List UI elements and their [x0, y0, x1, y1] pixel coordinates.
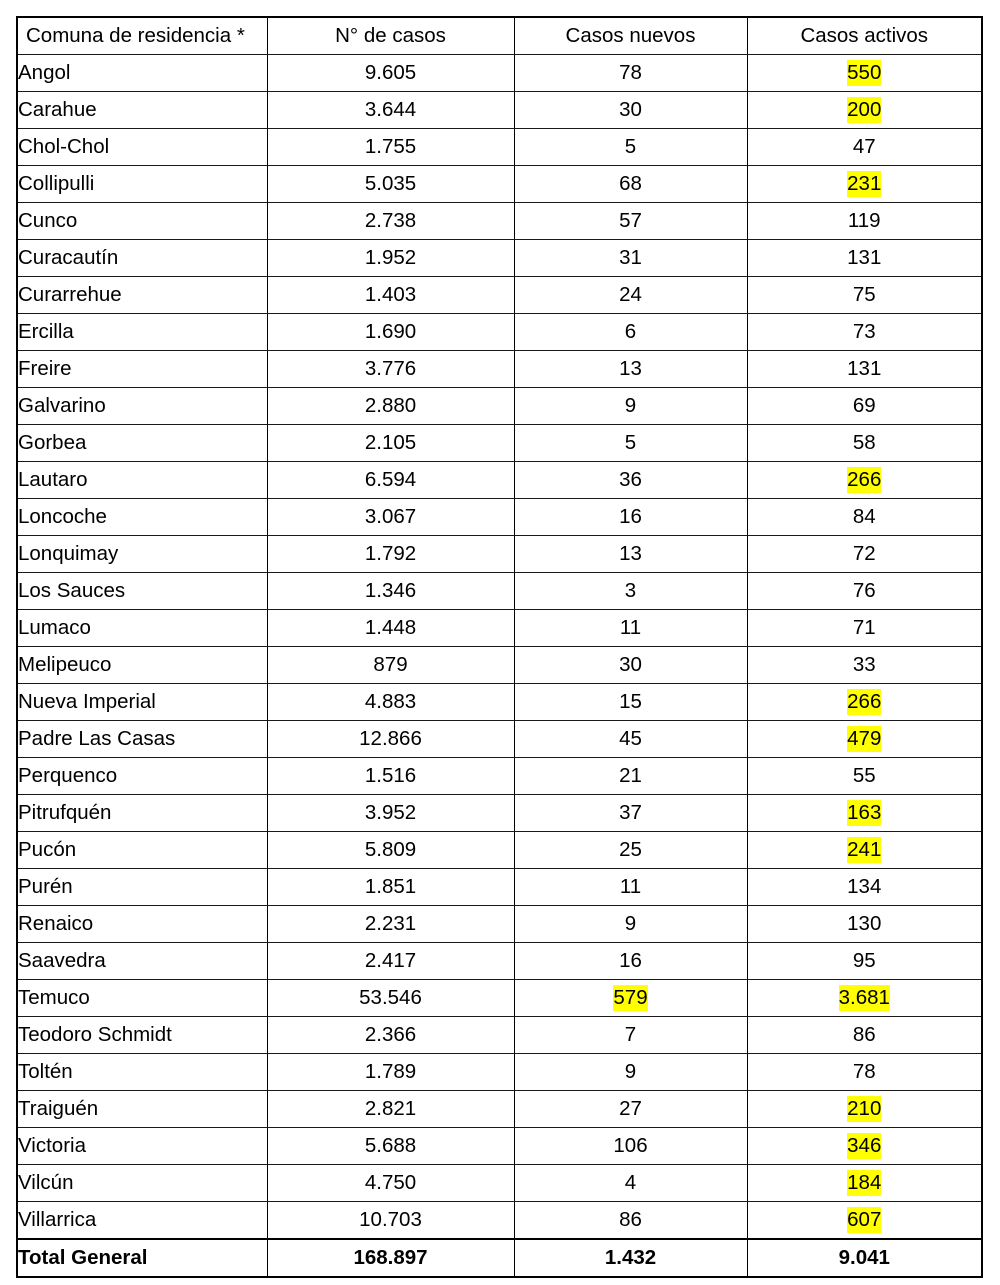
cell-total-cases — [267, 203, 514, 240]
table-row — [17, 536, 982, 573]
cell-comuna: Lonquimay — [17, 536, 267, 573]
cell-active-cases — [747, 795, 982, 832]
value: 53.546 — [359, 985, 422, 1009]
cell-comuna: Villarrica — [17, 1202, 267, 1240]
cell-total-cases — [267, 536, 514, 573]
value: 73 — [852, 319, 876, 343]
cell-active-cases — [747, 1054, 982, 1091]
table-row — [17, 240, 982, 277]
cell-active-cases — [747, 758, 982, 795]
cell-total-cases — [267, 721, 514, 758]
highlighted-value: 241 — [847, 837, 882, 861]
cell-comuna: Curarrehue — [17, 277, 267, 314]
value: 25 — [619, 837, 642, 861]
value: 6.594 — [364, 467, 417, 491]
value: 86 — [852, 1022, 876, 1046]
value: 78 — [852, 1059, 876, 1083]
cell-comuna: Los Sauces — [17, 573, 267, 610]
table-row — [17, 166, 982, 203]
cell-active-cases — [747, 906, 982, 943]
cell-new-cases — [514, 943, 747, 980]
cell-new-cases — [514, 647, 747, 684]
value: 5 — [624, 430, 637, 454]
value: 131 — [847, 245, 882, 269]
table-row — [17, 314, 982, 351]
cell-new-cases — [514, 980, 747, 1017]
table-row — [17, 92, 982, 129]
value: 2.105 — [364, 430, 417, 454]
cell-active-cases — [747, 129, 982, 166]
value: 1.789 — [364, 1059, 417, 1083]
cell-comuna: Vilcún — [17, 1165, 267, 1202]
value: 2.821 — [364, 1096, 417, 1120]
cell-total-cases — [267, 462, 514, 499]
cell-total-cases — [267, 684, 514, 721]
table-row — [17, 943, 982, 980]
highlighted-value: 266 — [847, 689, 882, 713]
cell-comuna: Teodoro Schmidt — [17, 1017, 267, 1054]
value: 71 — [852, 615, 876, 639]
value: 1.346 — [364, 578, 417, 602]
cell-total-cases — [267, 277, 514, 314]
cell-new-cases — [514, 55, 747, 92]
cell-comuna: Loncoche — [17, 499, 267, 536]
cell-comuna: Lumaco — [17, 610, 267, 647]
value: 78 — [619, 60, 642, 84]
cell-new-cases — [514, 425, 747, 462]
cell-total-cases — [267, 1091, 514, 1128]
table-row — [17, 610, 982, 647]
value: 4.883 — [364, 689, 417, 713]
value: 86 — [619, 1207, 642, 1231]
cell-new-cases — [514, 1128, 747, 1165]
table-row — [17, 684, 982, 721]
cell-total-cases — [267, 832, 514, 869]
cell-comuna: Freire — [17, 351, 267, 388]
cell-comuna: Collipulli — [17, 166, 267, 203]
highlighted-value: 3.681 — [838, 985, 890, 1009]
cell-new-cases — [514, 277, 747, 314]
cell-new-cases — [514, 499, 747, 536]
cell-active-cases — [747, 832, 982, 869]
value: 72 — [852, 541, 876, 565]
value: 134 — [847, 874, 882, 898]
value: 13 — [619, 356, 642, 380]
cell-active-cases — [747, 1165, 982, 1202]
value: 2.366 — [364, 1022, 417, 1046]
cell-comuna: Traiguén — [17, 1091, 267, 1128]
cell-total-cases — [267, 240, 514, 277]
value: 4.750 — [364, 1170, 417, 1194]
table-row — [17, 203, 982, 240]
cell-total-cases-sum: 168.897 — [267, 1239, 514, 1277]
value: 3.644 — [364, 97, 417, 121]
table-row — [17, 795, 982, 832]
table-row — [17, 573, 982, 610]
cell-total-cases — [267, 166, 514, 203]
cell-total-cases — [267, 425, 514, 462]
cell-total-cases — [267, 1017, 514, 1054]
cell-total-cases — [267, 388, 514, 425]
cell-total-cases — [267, 1054, 514, 1091]
cell-active-cases-sum: 9.041 — [747, 1239, 982, 1277]
cell-active-cases — [747, 684, 982, 721]
value: 9 — [624, 911, 637, 935]
cell-active-cases — [747, 277, 982, 314]
value: 130 — [847, 911, 882, 935]
value: 5.809 — [364, 837, 417, 861]
value: 5.688 — [364, 1133, 417, 1157]
cell-comuna: Melipeuco — [17, 647, 267, 684]
value: 5 — [624, 134, 637, 158]
cell-active-cases — [747, 536, 982, 573]
column-header-new-cases: Casos nuevos — [514, 17, 747, 55]
table-row — [17, 425, 982, 462]
cell-active-cases — [747, 573, 982, 610]
column-header-active-cases: Casos activos — [747, 17, 982, 55]
table-row — [17, 1017, 982, 1054]
table-row — [17, 721, 982, 758]
cell-comuna: Curacautín — [17, 240, 267, 277]
cell-total-cases — [267, 499, 514, 536]
table-row — [17, 129, 982, 166]
value: 9.605 — [364, 60, 417, 84]
table-row — [17, 499, 982, 536]
value: 2.417 — [364, 948, 417, 972]
table-row — [17, 869, 982, 906]
cell-new-cases — [514, 906, 747, 943]
cell-new-cases — [514, 129, 747, 166]
value: 7 — [624, 1022, 637, 1046]
cell-active-cases — [747, 869, 982, 906]
value: 84 — [852, 504, 876, 528]
value: 13 — [619, 541, 642, 565]
value: 1.851 — [364, 874, 417, 898]
comuna-cases-table — [16, 16, 983, 1278]
table-row — [17, 647, 982, 684]
cell-new-cases — [514, 166, 747, 203]
value: 11 — [619, 615, 642, 639]
cell-active-cases — [747, 610, 982, 647]
cell-comuna: Nueva Imperial — [17, 684, 267, 721]
cell-active-cases — [747, 1091, 982, 1128]
cell-total-cases — [267, 869, 514, 906]
cell-new-cases — [514, 721, 747, 758]
value: 3 — [624, 578, 637, 602]
cell-new-cases — [514, 869, 747, 906]
cell-new-cases — [514, 388, 747, 425]
cell-new-cases — [514, 758, 747, 795]
table-row — [17, 1091, 982, 1128]
value: 879 — [373, 652, 408, 676]
table-row — [17, 1054, 982, 1091]
highlighted-value: 579 — [613, 985, 648, 1009]
cell-new-cases — [514, 795, 747, 832]
table-row — [17, 55, 982, 92]
value: 1.792 — [364, 541, 417, 565]
table-row — [17, 980, 982, 1017]
cell-comuna: Gorbea — [17, 425, 267, 462]
header-row — [17, 17, 982, 55]
cell-total-cases — [267, 1165, 514, 1202]
cell-active-cases — [747, 351, 982, 388]
cell-active-cases — [747, 314, 982, 351]
table-row — [17, 388, 982, 425]
cell-total-cases — [267, 55, 514, 92]
cell-total-cases — [267, 129, 514, 166]
cell-total-cases — [267, 351, 514, 388]
value: 37 — [619, 800, 642, 824]
value: 12.866 — [359, 726, 422, 750]
column-header-comuna: Comuna de residencia * — [17, 17, 267, 55]
cell-total-cases — [267, 92, 514, 129]
cell-comuna: Ercilla — [17, 314, 267, 351]
value: 47 — [852, 134, 876, 158]
value: 1.952 — [364, 245, 417, 269]
value: 30 — [619, 652, 642, 676]
cell-active-cases — [747, 203, 982, 240]
value: 57 — [619, 208, 642, 232]
cell-active-cases — [747, 943, 982, 980]
table-body — [17, 55, 982, 1278]
value: 2.738 — [364, 208, 417, 232]
value: 95 — [852, 948, 876, 972]
cell-comuna: Toltén — [17, 1054, 267, 1091]
highlighted-value: 266 — [847, 467, 882, 491]
value: 9 — [624, 1059, 637, 1083]
value: 3.067 — [364, 504, 417, 528]
value: 36 — [619, 467, 642, 491]
value: 2.880 — [364, 393, 417, 417]
cell-comuna: Pitrufquén — [17, 795, 267, 832]
value: 21 — [619, 763, 642, 787]
table-header — [17, 17, 982, 55]
cell-active-cases — [747, 1128, 982, 1165]
cell-active-cases — [747, 55, 982, 92]
cell-total-cases — [267, 314, 514, 351]
column-header-total-cases: N° de casos — [267, 17, 514, 55]
value: 55 — [852, 763, 876, 787]
cell-new-cases — [514, 1091, 747, 1128]
value: 6 — [624, 319, 637, 343]
value: 27 — [619, 1096, 642, 1120]
cell-active-cases — [747, 388, 982, 425]
value: 9 — [624, 393, 637, 417]
cell-new-cases — [514, 351, 747, 388]
cell-comuna: Angol — [17, 55, 267, 92]
cell-new-cases-sum: 1.432 — [514, 1239, 747, 1277]
cell-active-cases — [747, 462, 982, 499]
value: 15 — [619, 689, 642, 713]
value: 4 — [624, 1170, 637, 1194]
cell-new-cases — [514, 573, 747, 610]
value: 2.231 — [364, 911, 417, 935]
value: 30 — [619, 97, 642, 121]
cell-comuna: Padre Las Casas — [17, 721, 267, 758]
cell-active-cases — [747, 721, 982, 758]
table-row — [17, 1165, 982, 1202]
cell-comuna: Purén — [17, 869, 267, 906]
value: 76 — [852, 578, 876, 602]
cell-total-cases — [267, 980, 514, 1017]
value: 131 — [847, 356, 882, 380]
value: 16 — [619, 948, 642, 972]
cell-comuna: Saavedra — [17, 943, 267, 980]
cell-comuna: Lautaro — [17, 462, 267, 499]
value: 3.776 — [364, 356, 417, 380]
cell-active-cases — [747, 166, 982, 203]
cell-new-cases — [514, 462, 747, 499]
cell-active-cases — [747, 1202, 982, 1240]
cell-new-cases — [514, 92, 747, 129]
cell-new-cases — [514, 536, 747, 573]
highlighted-value: 184 — [847, 1170, 882, 1194]
value: 5.035 — [364, 171, 417, 195]
value: 69 — [852, 393, 876, 417]
highlighted-value: 200 — [847, 97, 882, 121]
value: 1.403 — [364, 282, 417, 306]
cell-active-cases — [747, 92, 982, 129]
value: 58 — [852, 430, 876, 454]
value: 33 — [852, 652, 876, 676]
cell-new-cases — [514, 1202, 747, 1240]
table-row — [17, 462, 982, 499]
value: 1.755 — [364, 134, 417, 158]
cell-active-cases — [747, 499, 982, 536]
table-row — [17, 832, 982, 869]
cell-active-cases — [747, 240, 982, 277]
value: 16 — [619, 504, 642, 528]
table-row — [17, 906, 982, 943]
cell-comuna: Galvarino — [17, 388, 267, 425]
cell-comuna: Cunco — [17, 203, 267, 240]
value: 31 — [619, 245, 642, 269]
cell-new-cases — [514, 684, 747, 721]
cell-new-cases — [514, 1054, 747, 1091]
highlighted-value: 346 — [847, 1133, 882, 1157]
highlighted-value: 231 — [847, 171, 882, 195]
cell-comuna: Pucón — [17, 832, 267, 869]
cell-new-cases — [514, 1017, 747, 1054]
table-row — [17, 1202, 982, 1240]
value: 45 — [619, 726, 642, 750]
value: 10.703 — [359, 1207, 422, 1231]
cell-comuna: Temuco — [17, 980, 267, 1017]
cell-total-cases — [267, 943, 514, 980]
cell-comuna: Chol-Chol — [17, 129, 267, 166]
highlighted-value: 163 — [847, 800, 882, 824]
cell-comuna: Renaico — [17, 906, 267, 943]
highlighted-value: 479 — [847, 726, 882, 750]
cell-total-cases — [267, 573, 514, 610]
cell-new-cases — [514, 314, 747, 351]
value: 24 — [619, 282, 642, 306]
value: 11 — [619, 874, 642, 898]
cases-table-container — [16, 16, 981, 1278]
table-row — [17, 277, 982, 314]
highlighted-value: 607 — [847, 1207, 882, 1231]
cell-total-cases — [267, 610, 514, 647]
cell-comuna: Victoria — [17, 1128, 267, 1165]
value: 3.952 — [364, 800, 417, 824]
value: 75 — [852, 282, 876, 306]
table-row — [17, 1128, 982, 1165]
cell-new-cases — [514, 203, 747, 240]
cell-comuna: Perquenco — [17, 758, 267, 795]
value: 106 — [613, 1133, 648, 1157]
cell-new-cases — [514, 832, 747, 869]
value: 119 — [847, 208, 881, 232]
cell-total-cases — [267, 906, 514, 943]
total-row — [17, 1239, 982, 1277]
cell-new-cases — [514, 240, 747, 277]
cell-active-cases — [747, 1017, 982, 1054]
cell-active-cases — [747, 425, 982, 462]
cell-total-cases — [267, 795, 514, 832]
value: 68 — [619, 171, 642, 195]
cell-total-label: Total General — [17, 1239, 267, 1277]
value: 1.516 — [364, 763, 417, 787]
value: 1.448 — [364, 615, 417, 639]
cell-new-cases — [514, 610, 747, 647]
table-row — [17, 351, 982, 388]
cell-total-cases — [267, 1202, 514, 1240]
highlighted-value: 210 — [847, 1096, 882, 1120]
value: 1.690 — [364, 319, 417, 343]
cell-total-cases — [267, 1128, 514, 1165]
cell-comuna: Carahue — [17, 92, 267, 129]
cell-active-cases — [747, 980, 982, 1017]
cell-new-cases — [514, 1165, 747, 1202]
highlighted-value: 550 — [847, 60, 882, 84]
table-row — [17, 758, 982, 795]
cell-active-cases — [747, 647, 982, 684]
cell-total-cases — [267, 647, 514, 684]
cell-total-cases — [267, 758, 514, 795]
